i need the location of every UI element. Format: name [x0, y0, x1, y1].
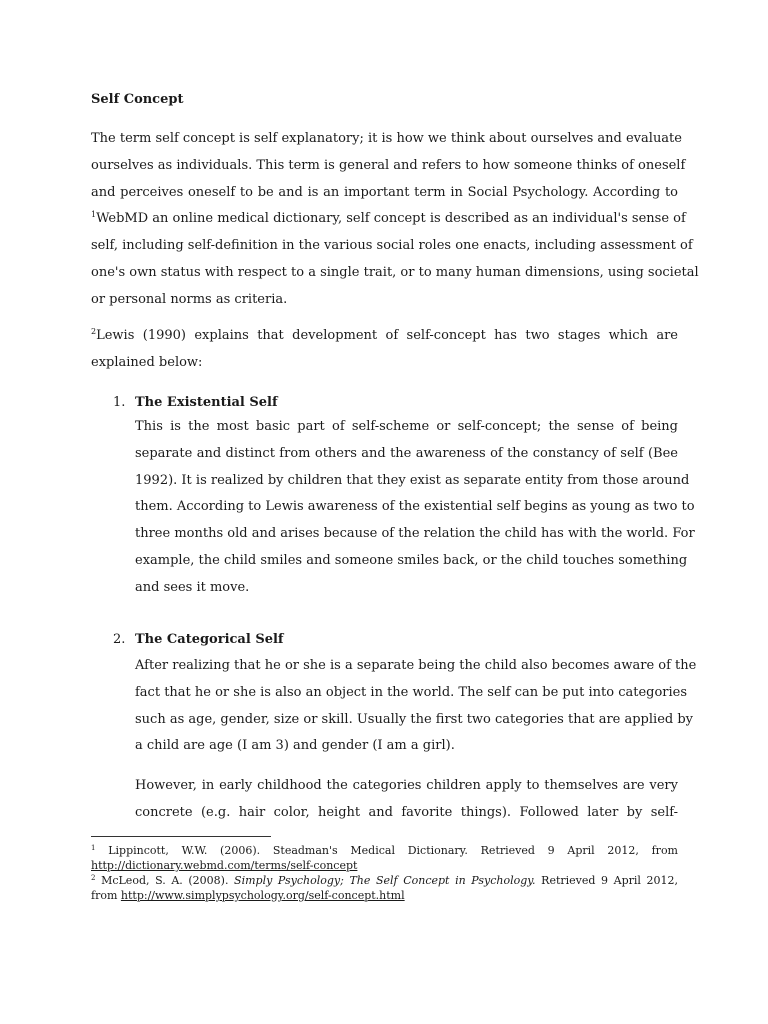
paragraph-line: self, including self-definition in the various social roles one enacts, including assessment of	[91, 238, 693, 254]
paragraph-line: such as age, gender, size or skill. Usually the first two categories that are applied by	[135, 711, 694, 727]
paragraph-line: fact that he or she is also an object in the world. The self can be put into categories	[135, 684, 688, 700]
list-item-title: The Categorical Self	[135, 632, 284, 647]
section-heading: Self Concept	[91, 92, 184, 107]
paragraph-line: and perceives oneself to be and is an important term in Social Psychology. According to	[91, 184, 678, 200]
paragraph-line: The term self concept is self explanatory; it is how we think about ourselves and evaluate	[91, 131, 682, 146]
footnote-link[interactable]: http://www.simplypsychology.org/self-concept.html	[120, 889, 405, 902]
paragraph-line: and sees it move.	[135, 579, 250, 595]
paragraph-line: concrete (e.g. hair color, height and favorite things). Followed later by self-	[135, 804, 678, 820]
footnote-marker: 2	[91, 327, 97, 336]
list-item-title: The Existential Self	[135, 395, 278, 410]
paragraph-line: ourselves as individuals. This term is general and refers to how someone thinks of oneself	[91, 157, 686, 173]
paragraph-line: 1992). It is realized by children that they exist as separate entity from those around	[135, 472, 690, 488]
footnotes	[91, 843, 678, 903]
paragraph-line: three months old and arises because of the relation the child has with the world. For	[135, 526, 695, 542]
footnote-text: Retrieved 9 April 2012,	[541, 874, 678, 887]
paragraph-line-text: WebMD an online medical dictionary, self concept is described as an individual's sense of	[96, 211, 686, 227]
footnote-marker: 2	[91, 874, 96, 882]
paragraph-line: After realizing that he or she is a separate being the child also becomes aware of the	[135, 658, 697, 673]
footnote-marker: 1	[91, 844, 96, 852]
footnote-marker: 1	[91, 210, 97, 220]
footnote-text: Lippincott, W.W. (2006). Steadman's Medical Dictionary. Retrieved 9 April 2012, from	[108, 844, 678, 857]
footnote-title: Simply Psychology; The Self Concept in Psychology.	[234, 874, 536, 887]
document-page	[91, 0, 699, 1024]
paragraph-line: separate and distinct from others and the awareness of the constancy of self (Bee	[135, 445, 678, 461]
footnote-line	[91, 843, 678, 858]
footnote-text: from	[91, 889, 118, 902]
paragraph-line	[91, 323, 678, 350]
paragraph-line: example, the child smiles and someone smiles back, or the child touches something	[135, 552, 688, 568]
footnote-text: McLeod, S. A. (2008).	[101, 874, 229, 887]
paragraph-line	[91, 206, 686, 233]
paragraph-line: them. According to Lewis awareness of the existential self begins as young as two to	[135, 499, 695, 515]
footnote-link[interactable]: http://dictionary.webmd.com/terms/self-concept	[91, 859, 358, 872]
list-number: 2.	[113, 632, 126, 647]
footnote-line	[91, 873, 678, 888]
footnote-line	[91, 858, 678, 873]
categorical-self-paragraph-2	[135, 773, 678, 827]
paragraph-line: one's own status with respect to a single trait, or to many human dimensions, using societal	[91, 264, 699, 280]
paragraph-line: a child are age (I am 3) and gender (I am a girl).	[135, 738, 455, 754]
paragraph-line: or personal norms as criteria.	[91, 291, 288, 307]
paragraph-line: This is the most basic part of self-scheme or self-concept; the sense of being	[135, 419, 678, 434]
categorical-self-paragraph	[135, 653, 697, 760]
list-number: 1.	[113, 395, 126, 410]
paragraph-line: explained below:	[91, 354, 203, 370]
footnote-separator	[91, 836, 271, 837]
intro-paragraph	[91, 126, 699, 314]
paragraph-line: However, in early childhood the categories children apply to themselves are very	[135, 778, 678, 793]
paragraph-line-text: Lewis (1990) explains that development of self-concept has two stages which are	[96, 328, 678, 343]
stages-paragraph	[91, 323, 678, 377]
existential-self-paragraph	[135, 414, 695, 602]
footnote-line	[91, 888, 678, 903]
